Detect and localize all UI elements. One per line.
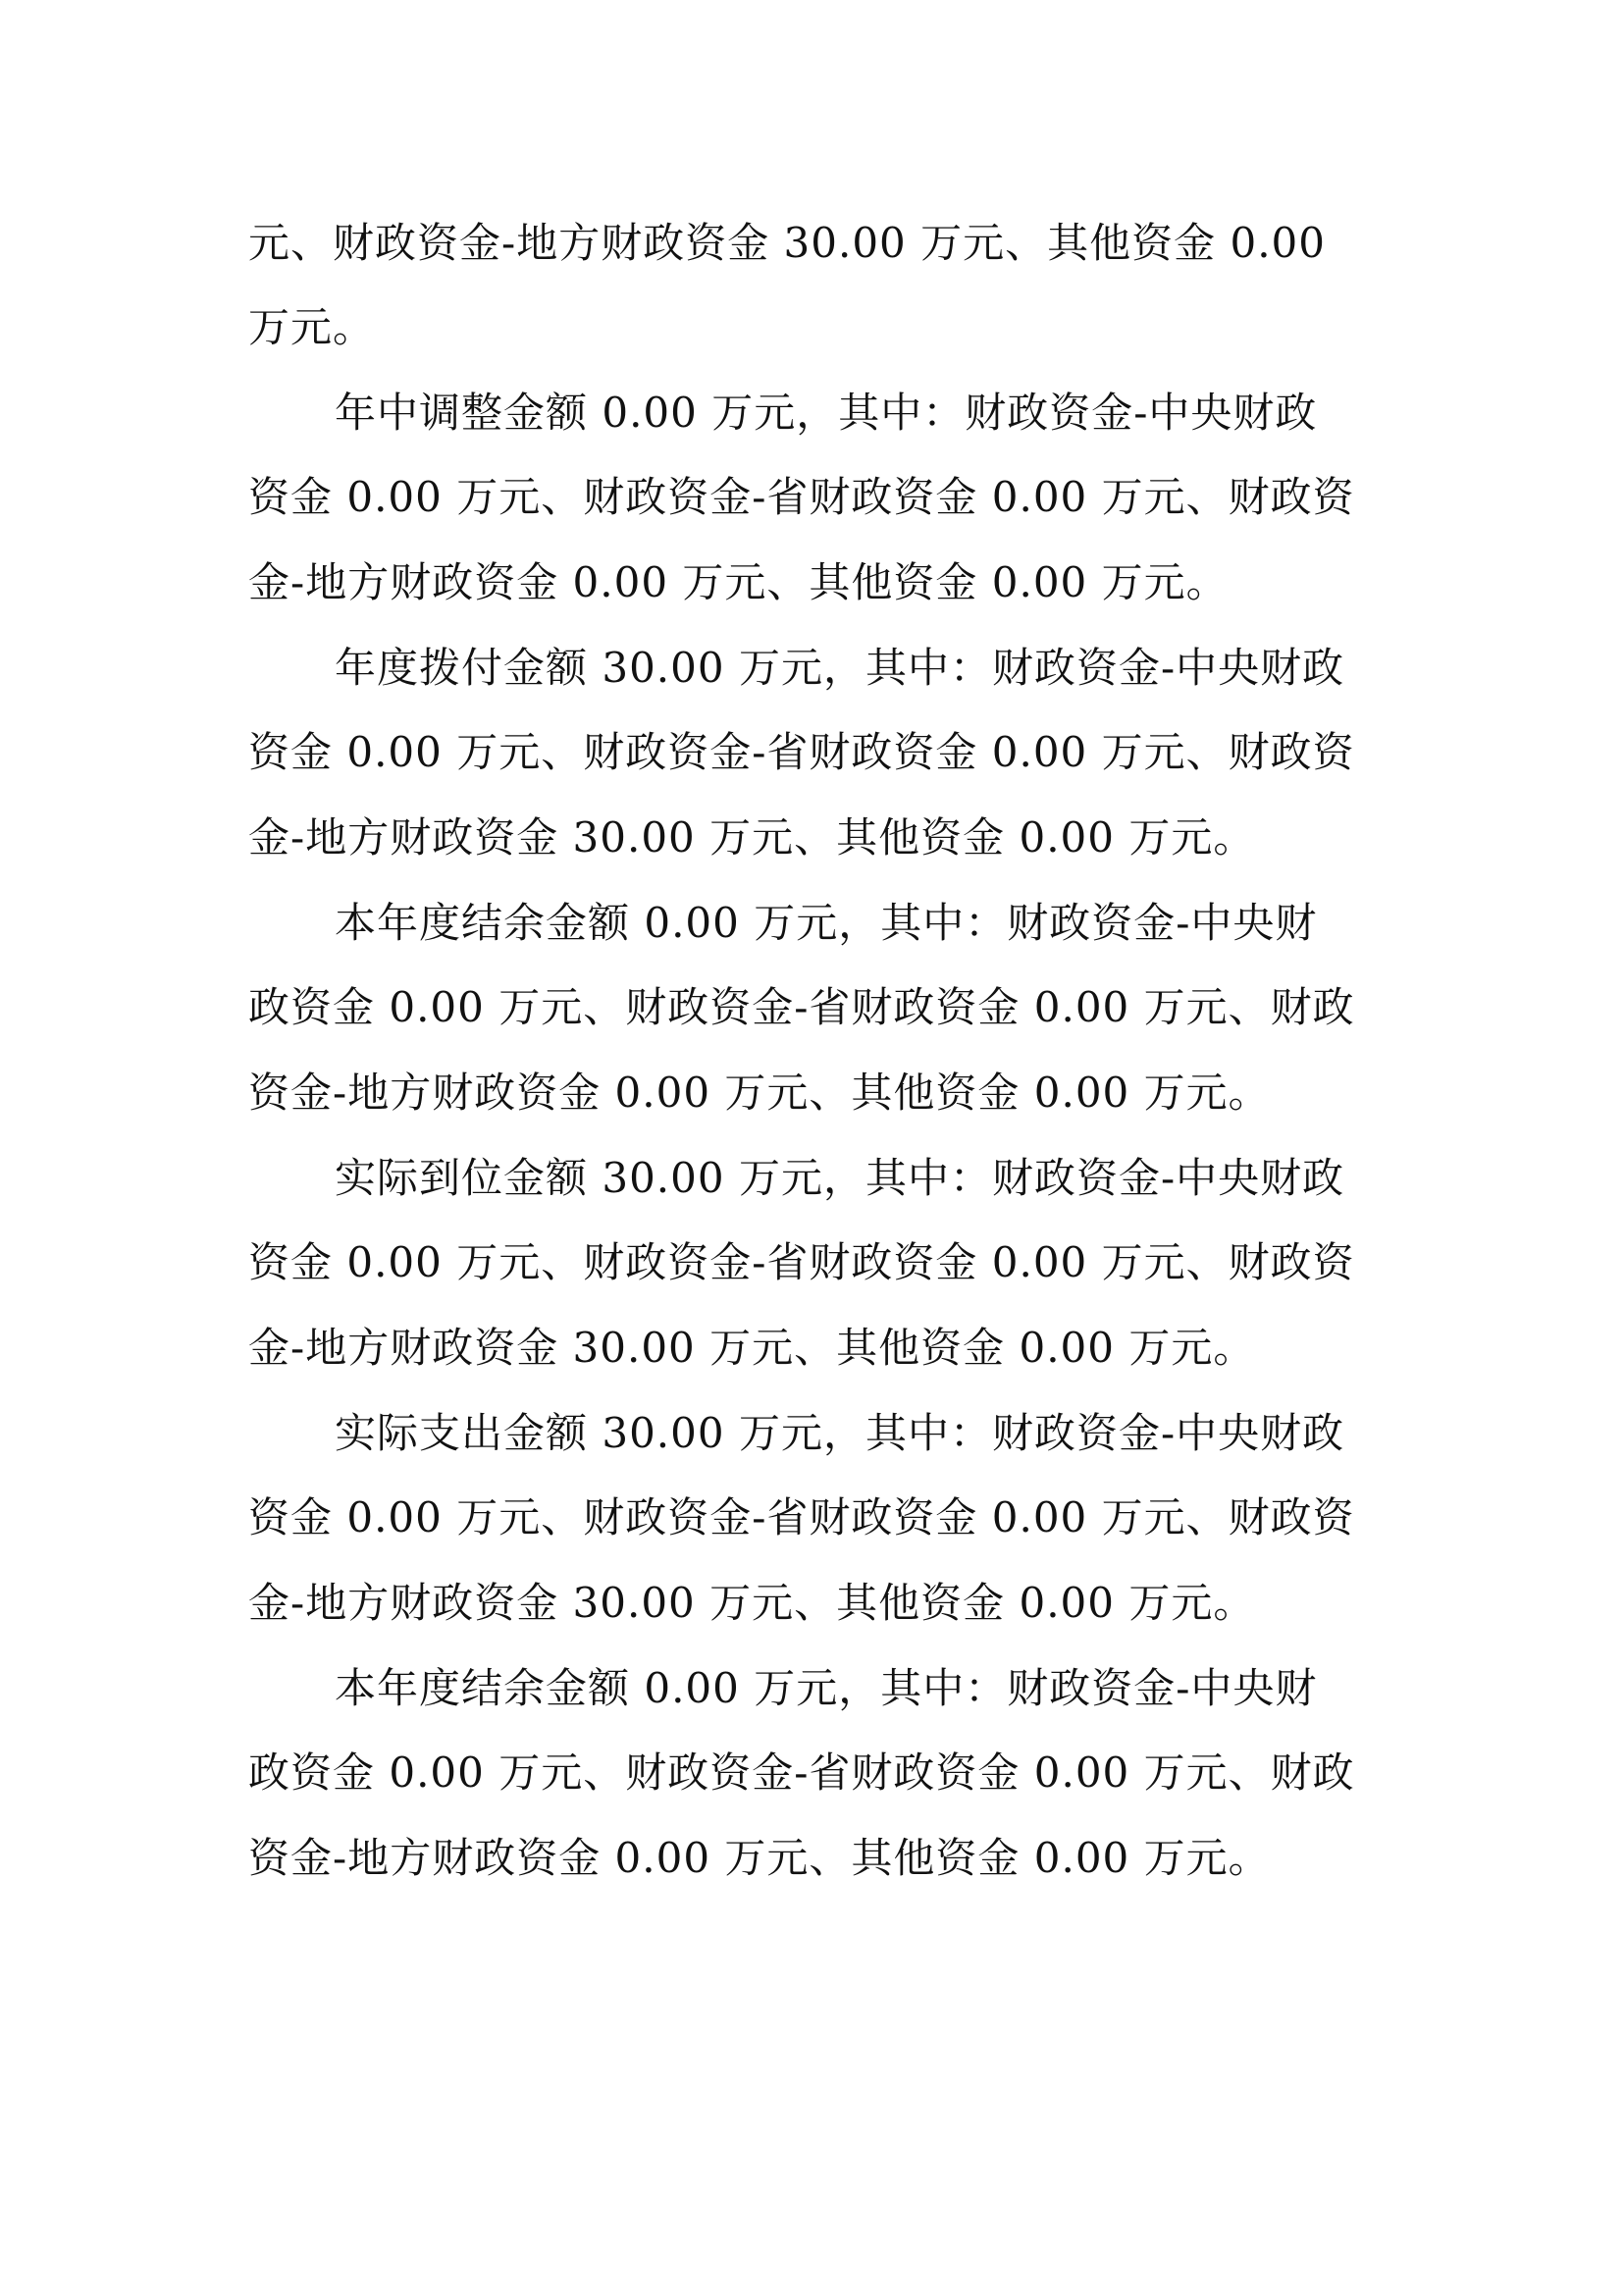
paragraph-7-line-2: 政资金 0.00 万元、财政资金-省财政资金 0.00 万元、财政: [248, 1748, 1355, 1797]
paragraph-7-line-1: 本年度结余金额 0.00 万元，其中：财政资金-中央财: [335, 1664, 1318, 1712]
paragraph-4-line-2: 政资金 0.00 万元、财政资金-省财政资金 0.00 万元、财政: [248, 983, 1355, 1031]
paragraph-6-line-2: 资金 0.00 万元、财政资金-省财政资金 0.00 万元、财政资: [248, 1493, 1355, 1541]
paragraph-3-line-2: 资金 0.00 万元、财政资金-省财政资金 0.00 万元、财政资: [248, 728, 1355, 776]
paragraph-4-line-3: 资金-地方财政资金 0.00 万元、其他资金 0.00 万元。: [248, 1069, 1271, 1117]
paragraph-5-line-3: 金-地方财政资金 30.00 万元、其他资金 0.00 万元。: [248, 1324, 1256, 1372]
paragraph-6-line-3: 金-地方财政资金 30.00 万元、其他资金 0.00 万元。: [248, 1579, 1256, 1627]
paragraph-3-line-3: 金-地方财政资金 30.00 万元、其他资金 0.00 万元。: [248, 813, 1256, 861]
paragraph-2-line-3: 金-地方财政资金 0.00 万元、其他资金 0.00 万元。: [248, 558, 1229, 606]
paragraph-2-line-1: 年中调整金额 0.00 万元，其中：财政资金-中央财政: [335, 389, 1318, 437]
paragraph-6-line-1: 实际支出金额 30.00 万元，其中：财政资金-中央财政: [335, 1409, 1345, 1457]
paragraph-3-line-1: 年度拨付金额 30.00 万元，其中：财政资金-中央财政: [335, 644, 1345, 692]
paragraph-5-line-1: 实际到位金额 30.00 万元，其中：财政资金-中央财政: [335, 1154, 1345, 1202]
paragraph-4-line-1: 本年度结余金额 0.00 万元，其中：财政资金-中央财: [335, 899, 1318, 947]
paragraph-1-line-1: 元、财政资金-地方财政资金 30.00 万元、其他资金 0.00: [248, 219, 1326, 267]
paragraph-5-line-2: 资金 0.00 万元、财政资金-省财政资金 0.00 万元、财政资: [248, 1238, 1355, 1286]
paragraph-1-line-2: 万元。: [248, 303, 376, 351]
paragraph-7-line-3: 资金-地方财政资金 0.00 万元、其他资金 0.00 万元。: [248, 1834, 1271, 1882]
paragraph-2-line-2: 资金 0.00 万元、财政资金-省财政资金 0.00 万元、财政资: [248, 473, 1355, 521]
